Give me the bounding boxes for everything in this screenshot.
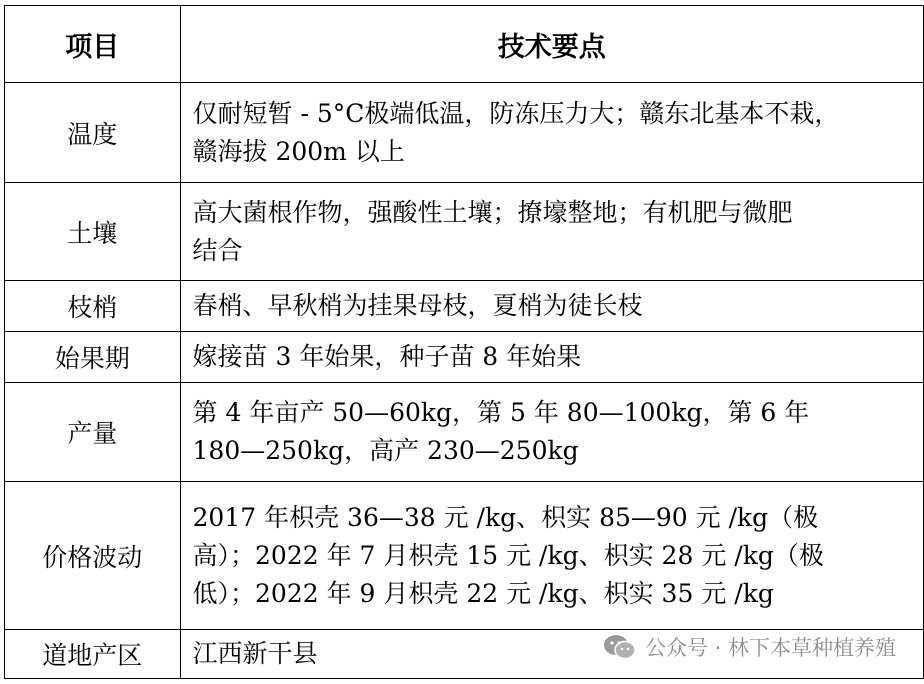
tech-line: 春梢、早秋梢为挂果母枝，夏梢为徒长枝 <box>192 291 643 320</box>
tech-line: 高）；2022 年 7 月枳壳 15 元 /kg、枳实 28 元 /kg（极 <box>192 540 824 570</box>
row-item: 道地产区 <box>5 630 181 679</box>
header-item: 项目 <box>5 6 181 83</box>
row-item: 始果期 <box>5 332 181 383</box>
watermark-text: 公众号 · 林下本草种植养殖 <box>644 636 896 660</box>
row-tech <box>180 332 923 383</box>
table-row <box>5 332 924 383</box>
tech-line: 第 4 年亩产 50—60kg，第 5 年 80—100kg，第 6 年 <box>192 398 810 427</box>
row-tech <box>180 83 923 183</box>
watermark <box>603 632 896 662</box>
row-tech <box>180 281 923 332</box>
table-row <box>5 183 924 281</box>
tech-line: 低）；2022 年 9 月枳壳 22 元 /kg、枳实 35 元 /kg <box>192 578 774 608</box>
table-row <box>5 482 924 630</box>
row-item: 产量 <box>5 383 181 482</box>
tech-line: 嫁接苗 3 年始果，种子苗 8 年始果 <box>192 342 582 371</box>
row-item: 枝梢 <box>5 281 181 332</box>
row-item: 价格波动 <box>5 482 181 630</box>
tech-line: 高大菌根作物，强酸性土壤；撩壕整地；有机肥与微肥 <box>192 197 793 227</box>
tech-line: 结合 <box>192 235 243 265</box>
row-tech <box>180 482 923 630</box>
row-tech <box>180 183 923 281</box>
tech-line: 180—250kg，高产 230—250kg <box>192 436 579 465</box>
tech-line: 江西新干县 <box>192 639 318 668</box>
table-row <box>5 83 924 183</box>
row-item: 土壤 <box>5 183 181 281</box>
tech-line: 仅耐短暂 - 5°C极端低温，防冻压力大；赣东北基本不栽， <box>192 98 840 128</box>
row-item: 温度 <box>5 83 181 183</box>
table-row <box>5 281 924 332</box>
tech-line: 2017 年枳壳 36—38 元 /kg、枳实 85—90 元 /kg（极 <box>192 502 819 532</box>
header-tech: 技术要点 <box>180 6 923 83</box>
header-row <box>5 6 924 83</box>
row-tech <box>180 383 923 482</box>
tech-table <box>4 5 924 679</box>
table-row <box>5 383 924 482</box>
tech-line: 赣海拔 200m 以上 <box>192 136 405 166</box>
wechat-icon <box>603 634 637 660</box>
